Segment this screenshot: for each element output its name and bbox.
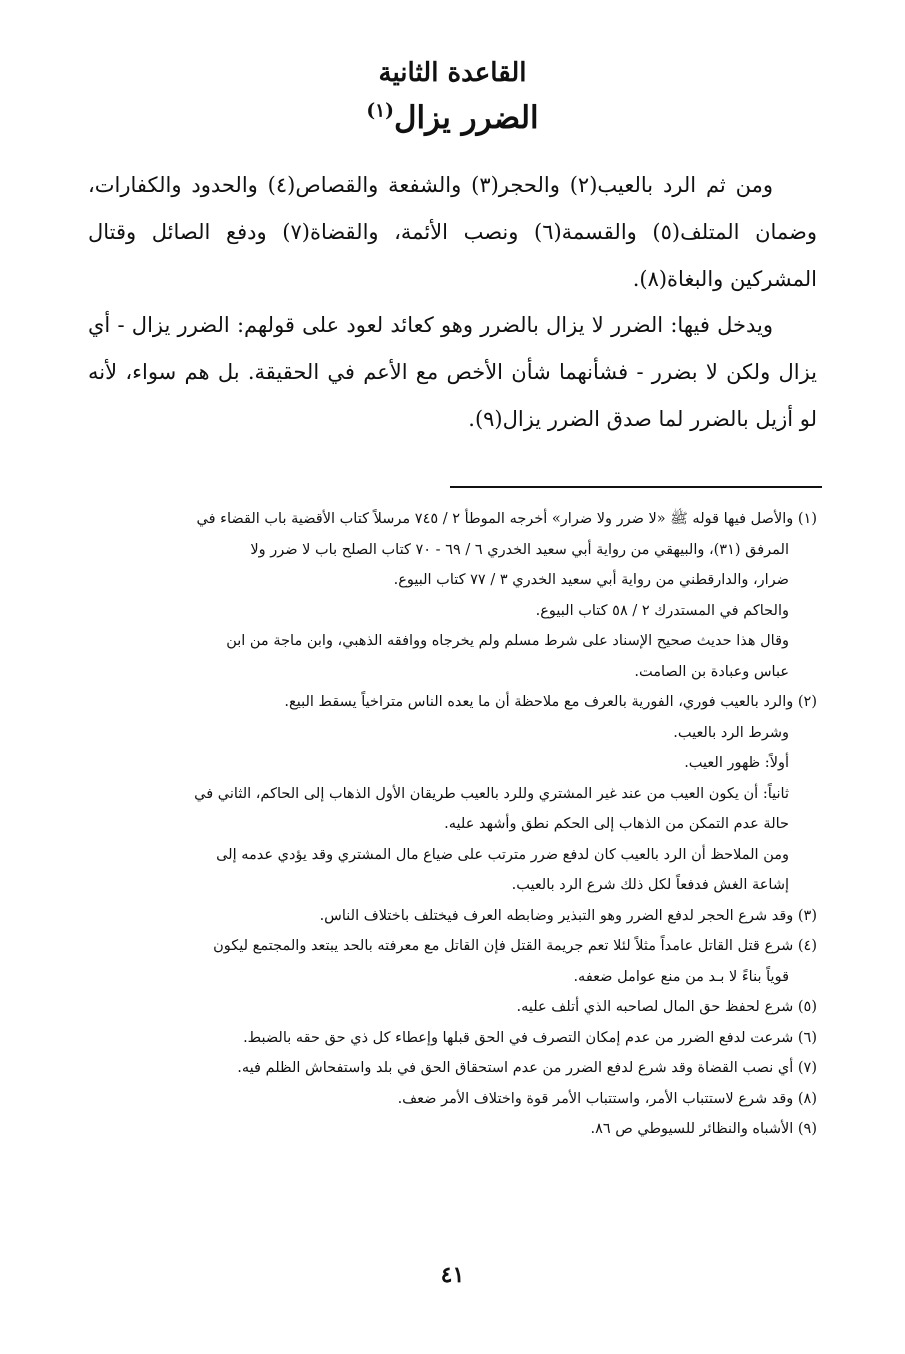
body-paragraph-1	[88, 162, 817, 303]
footnote-6: (٦) شرعت لدفع الضرر من عدم إمكان التصرف في الحق قبلها وإعطاء كل ذي حق حقه بالضبط.	[243, 1029, 817, 1046]
rule-title-text: الضرر يزال	[393, 100, 539, 136]
footnote-2-line: ثانياً: أن يكون العيب من عند غير المشتري وللرد بالعيب طريقان الأول الذهاب إلى الحاكم، الثاني في	[194, 785, 789, 802]
paragraph-2-text: ويدخل فيها: الضرر لا يزال بالضرر وهو كعائد لعود على قولهم: الضرر يزال - أي يزال ولكن لا بضرر - فشأنهما شأن الأخص مع الأعم في الحقيقة. بل هم سواء، لأنه لو أزيل بالضرر لما صدق الضرر يزال(٩).	[88, 313, 817, 431]
footnote-1-line: والحاكم في المستدرك ٢ / ٥٨ كتاب البيوع.	[535, 602, 789, 619]
footnote-1-line: وقال هذا حديث صحيح الإسناد على شرط مسلم ولم يخرجاه ووافقه الذهبي، وابن ماجة من ابن	[226, 633, 789, 649]
footnote-ref-1: (١)	[366, 100, 394, 122]
footnotes	[86, 504, 817, 1145]
footnote-7: (٧) أي نصب القضاة وقد شرع لدفع الضرر من عدم استحقاق الحق في بلد واستفحاش الظلم فيه.	[237, 1060, 817, 1076]
footnote-1-line: (١) والأصل فيها قوله ﷺ «لا ضرر ولا ضرار» أخرجه الموطأ ٢ / ٧٤٥ مرسلاً كتاب الأقضية باب القضاء في	[196, 511, 817, 527]
footnote-4-line: (٤) شرع قتل القاتل عامداً مثلاً لئلا تعم جريمة القتل فإن القاتل مع معرفته بالحد يبتعد والمجتمع ليكون	[213, 938, 817, 954]
footnote-1-line: المرفق (٣١)، والبيهقي من رواية أبي سعيد الخدري ٦ / ٦٩ - ٧٠ كتاب الصلح باب لا ضرر ولا	[250, 541, 789, 558]
paragraph-1-text: ومن ثم الرد بالعيب(٢) والحجر(٣) والشفعة والقصاص(٤) والحدود والكفارات، وضمان المتلف(٥) والقسمة(٦) ونصب الأئمة، والقضاة(٧) ودفع الصائل وقتال المشركين والبغاة(٨).	[88, 173, 817, 291]
footnote-2-line: وشرط الرد بالعيب.	[673, 724, 789, 741]
footnote-2-line: (٢) والرد بالعيب فوري، الفورية بالعرف مع ملاحظة أن ما يعده الناس متراخياً يسقط البيع.	[284, 694, 817, 710]
footnote-8: (٨) وقد شرع لاستتباب الأمر، واستتباب الأمر قوة واختلاف الأمر ضعف.	[397, 1090, 817, 1107]
page-number: ٤١	[440, 1262, 465, 1288]
footnote-9: (٩) الأشباه والنظائر للسيوطي ص ٨٦.	[590, 1121, 817, 1137]
footnote-2-line: أولاً: ظهور العيب.	[684, 755, 789, 771]
footnote-3: (٣) وقد شرع الحجر لدفع الضرر وهو التبذير وضابطه العرف فيختلف باختلاف الناس.	[319, 907, 817, 924]
footnote-1-line: ضرار، والدارقطني من رواية أبي سعيد الخدري ٣ / ٧٧ كتاب البيوع.	[393, 572, 789, 588]
rule-title-heading	[0, 100, 905, 136]
footnote-5: (٥) شرع لحفظ حق المال لصاحبه الذي أتلف عليه.	[516, 999, 817, 1015]
footnote-separator	[450, 486, 822, 488]
body-paragraph-2	[88, 302, 817, 443]
rule-number-heading: القاعدة الثانية	[378, 58, 527, 88]
footnote-4-line: قوياً بناءً لا بـد من منع عوامل ضعفه.	[573, 968, 789, 985]
footnote-2-line: إشاعة الغش فدفعاً لكل ذلك شرع الرد بالعيب.	[511, 877, 789, 893]
footnote-2-line: ومن الملاحظ أن الرد بالعيب كان لدفع ضرر مترتب على ضياع مال المشتري وقد يؤدي عدمه إلى	[216, 846, 789, 863]
footnote-1-line: عباس وعبادة بن الصامت.	[634, 663, 789, 680]
footnote-2-line: حالة عدم التمكن من الذهاب إلى الحكم نطق وأشهد عليه.	[444, 816, 789, 832]
